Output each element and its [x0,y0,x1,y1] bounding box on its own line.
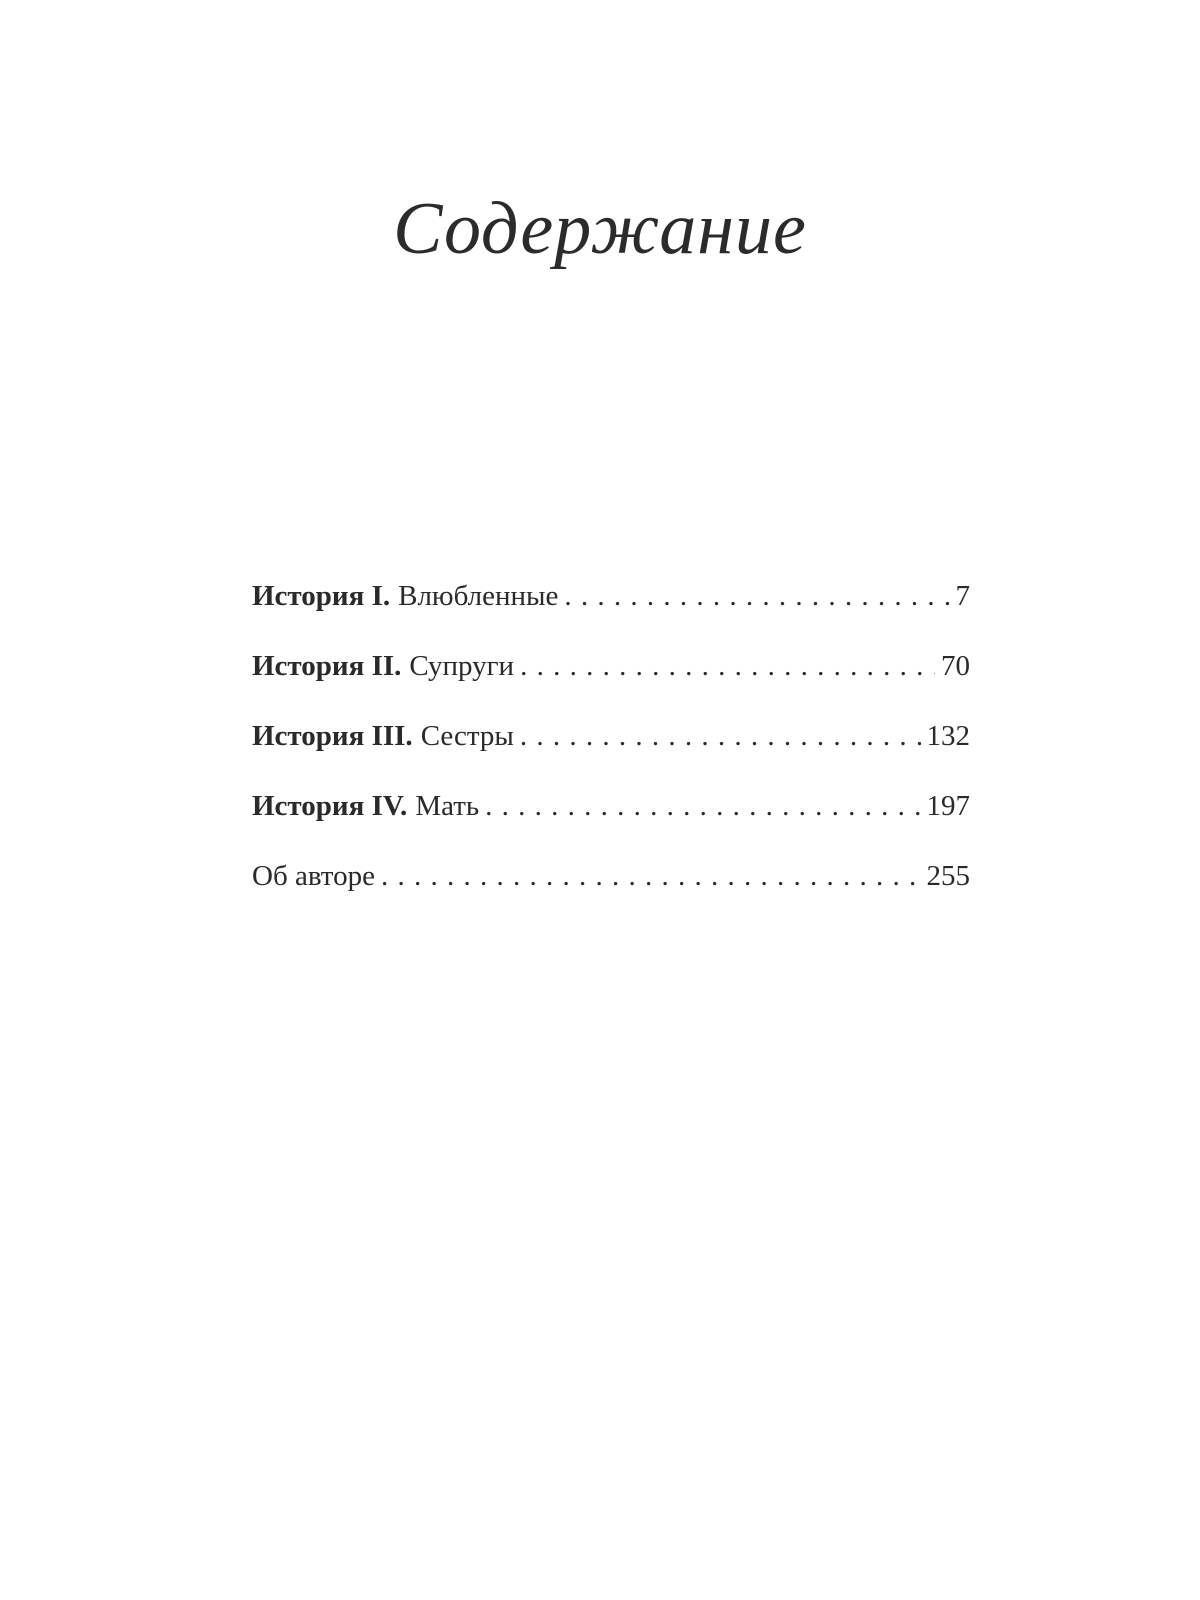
toc-entry-page-number: 197 [926,790,970,822]
toc-entry-story-number: История III. [252,720,413,752]
page-title: Содержание [393,188,807,270]
toc-entry-label [252,720,514,753]
toc-entry-page-number: 132 [926,720,970,752]
toc-entry-story-number: История I. [252,580,391,612]
toc-entry [252,790,970,860]
toc-entry-label [252,580,558,613]
toc-entry-story-number: История II. [252,650,402,682]
toc-entry-title: Супруги [409,650,515,682]
toc-entry [252,720,970,790]
toc-entry-page-number: 70 [941,650,970,682]
toc-entry-page-number: 7 [955,580,970,612]
table-of-contents [252,580,970,930]
toc-entry [252,650,970,720]
toc-leader-dots [485,790,920,823]
toc-leader-dots [381,860,921,893]
toc-entry-label [252,790,479,823]
toc-entry-title: Об авторе [252,860,375,892]
toc-leader-dots [520,650,935,683]
toc-entry [252,580,970,650]
toc-entry [252,860,970,930]
toc-entry-title: Мать [415,790,480,822]
toc-entry-story-number: История IV. [252,790,408,822]
toc-entry-label [252,650,514,683]
toc-entry-page-number: 255 [926,860,970,892]
toc-leader-dots [520,720,921,753]
toc-entry-title: Сестры [420,720,514,752]
toc-leader-dots [564,580,949,613]
toc-entry-label [252,860,375,893]
toc-entry-title: Влюбленные [398,580,559,612]
